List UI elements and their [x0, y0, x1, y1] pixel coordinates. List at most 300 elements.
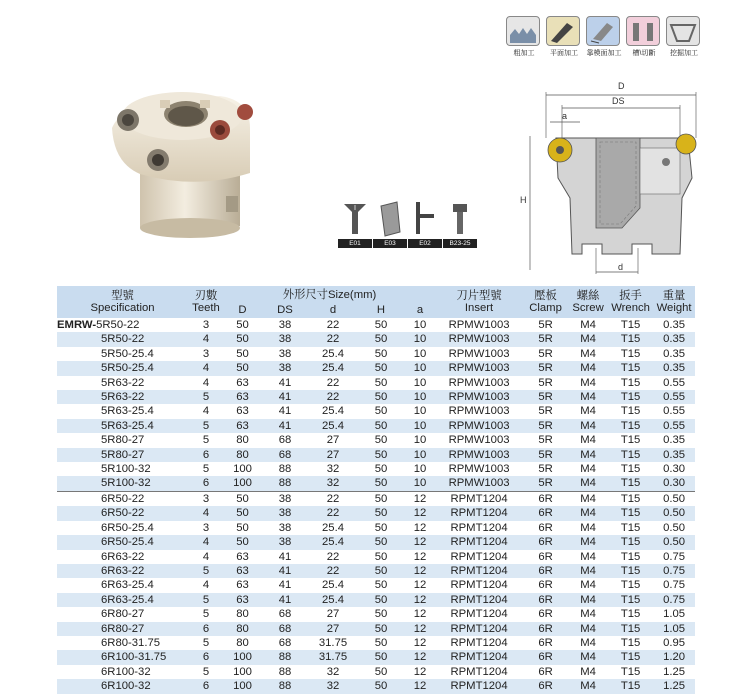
cell-weight: 0.75: [663, 579, 686, 592]
cell-teeth: 5: [202, 434, 210, 447]
cell-spec: [57, 476, 188, 491]
spec-code: 6R80-31.75: [101, 636, 161, 649]
cell-a: 10: [405, 419, 435, 433]
cell-teeth: 4: [202, 550, 210, 563]
cell-DS: 41: [261, 564, 309, 578]
cell-D: 63: [224, 390, 261, 404]
cell-clamp: 6R: [523, 593, 568, 607]
spec-code: 6R100-31.75: [101, 651, 167, 664]
cell-H: 50: [357, 650, 405, 664]
cell-spec: [57, 521, 188, 535]
cell-insert: RPMT1204: [450, 608, 508, 621]
cell-teeth: 3: [202, 319, 210, 331]
cell-H: 50: [374, 463, 388, 476]
cell-d: 22: [309, 564, 357, 578]
cell-d: 22: [309, 332, 357, 346]
cell-a: 12: [405, 491, 435, 506]
spec-prefix: EMRW-: [57, 319, 97, 331]
cell-spec: [57, 318, 188, 332]
cell-insert: RPMW1003: [448, 319, 510, 331]
cell-weight: 0.35: [653, 332, 695, 346]
cell-insert: RPMW1003: [448, 434, 510, 447]
cell-insert: RPMW1003: [448, 463, 510, 476]
cell-D: 80: [236, 608, 249, 621]
cell-screw: M4: [568, 476, 608, 491]
table-row: [57, 361, 695, 375]
cell-a: 12: [405, 679, 435, 693]
table-header-row: [57, 286, 695, 318]
cell-teeth: 5: [202, 463, 210, 476]
cell-wrench: T15: [608, 332, 653, 346]
cell-D: 63: [236, 405, 249, 418]
cell-clamp: 6R: [523, 650, 568, 664]
cell-spec: [57, 607, 188, 621]
spec-code: 6R80-27: [101, 608, 145, 621]
cell-D: 50: [224, 506, 261, 520]
cell-clamp: 5R: [523, 332, 568, 346]
cell-screw: M4: [568, 535, 608, 549]
technical-drawing: [512, 78, 712, 278]
cell-weight: 1.05: [653, 622, 695, 636]
cell-D: 63: [224, 419, 261, 433]
cell-screw: M4: [568, 448, 608, 462]
operation-face: 平面加工: [546, 16, 582, 58]
cell-clamp: 5R: [538, 376, 553, 389]
cell-d: 22: [326, 376, 340, 389]
spec-code: 6R63-25.4: [101, 579, 154, 592]
screw-e01: E01: [338, 198, 372, 248]
cell-D: 100: [233, 665, 252, 678]
cell-spec: [57, 448, 188, 462]
cell-D: 100: [224, 650, 261, 664]
cell-spec: [57, 622, 188, 636]
cell-weight: 0.55: [663, 376, 686, 389]
spec-code: 5R80-27: [101, 448, 145, 461]
cell-weight: 0.35: [653, 361, 695, 375]
cell-spec: [57, 332, 188, 346]
cell-clamp: 5R: [523, 448, 568, 462]
cell-D: 63: [224, 593, 261, 607]
dim-D-label: D: [618, 81, 625, 91]
cell-insert: RPMW1003: [448, 405, 510, 418]
cell-a: 12: [405, 506, 435, 520]
spec-code: 6R63-22: [101, 550, 145, 563]
cell-insert: RPMW1003: [448, 376, 510, 389]
cell-clamp: 5R: [538, 405, 553, 418]
cell-weight: 1.25: [663, 665, 686, 678]
cell-insert: RPMW1003: [435, 361, 523, 375]
table-row: [57, 433, 695, 447]
cell-D: 100: [224, 679, 261, 693]
spec-code: 5R50-22: [96, 319, 140, 331]
cell-H: 50: [374, 405, 388, 418]
cell-insert: RPMW1003: [435, 390, 523, 404]
cell-clamp: 5R: [523, 361, 568, 375]
cell-wrench: T15: [608, 390, 653, 404]
cell-screw: M4: [580, 608, 596, 621]
spec-code: 6R100-32: [101, 680, 151, 693]
cell-D: 100: [233, 463, 252, 476]
table-row: [57, 521, 695, 535]
spec-table-body: [57, 318, 695, 694]
table-row: [57, 535, 695, 549]
cell-H: 50: [357, 535, 405, 549]
cell-screw: M4: [580, 405, 596, 418]
cell-d: 27: [309, 622, 357, 636]
cell-clamp: 6R: [538, 550, 553, 563]
header-DS: DS: [277, 303, 293, 316]
cell-teeth: 5: [188, 419, 224, 433]
cell-weight: 1.25: [653, 679, 695, 693]
cell-clamp: 5R: [538, 463, 553, 476]
spec-code: 5R100-32: [101, 477, 151, 490]
cell-teeth: 4: [202, 376, 210, 389]
cell-wrench: T15: [620, 405, 641, 418]
cell-screw: M4: [580, 376, 596, 389]
face-machining-icon: [546, 16, 580, 46]
operation-profile: 靠模面加工: [586, 16, 622, 58]
cell-insert: RPMT1204: [435, 506, 523, 520]
cell-a: 10: [405, 448, 435, 462]
cell-D: 80: [224, 622, 261, 636]
header-insert: 刀片型號 Insert: [435, 286, 523, 318]
rough-machining-icon: [506, 16, 540, 46]
cell-DS: 88: [261, 476, 309, 491]
cell-d: 25.4: [322, 579, 344, 592]
cell-D: 63: [236, 376, 249, 389]
cell-insert: RPMW1003: [435, 476, 523, 491]
cell-teeth: 6: [188, 476, 224, 491]
cell-weight: 0.95: [663, 636, 686, 649]
cell-teeth: 6: [188, 679, 224, 693]
cell-weight: 1.20: [653, 650, 695, 664]
cell-insert: RPMT1204: [435, 679, 523, 693]
cell-clamp: 6R: [538, 636, 553, 649]
cell-wrench: T15: [608, 622, 653, 636]
table-row: [57, 636, 695, 650]
cell-spec: [57, 347, 188, 361]
cell-DS: 38: [261, 491, 309, 506]
cell-clamp: 6R: [523, 622, 568, 636]
cell-D: 50: [236, 319, 249, 331]
cell-clamp: 6R: [538, 608, 553, 621]
spec-code: 5R100-32: [101, 463, 151, 476]
cell-insert: RPMT1204: [435, 650, 523, 664]
spec-code: 6R63-22: [101, 564, 145, 577]
cell-clamp: 5R: [523, 476, 568, 491]
cell-DS: 41: [261, 390, 309, 404]
cell-wrench: T15: [620, 636, 641, 649]
cell-screw: M4: [568, 564, 608, 578]
cell-teeth: 5: [188, 564, 224, 578]
cell-wrench: T15: [608, 448, 653, 462]
spec-code: 6R50-22: [101, 492, 145, 505]
cell-teeth: 6: [188, 622, 224, 636]
cell-d: 25.4: [309, 361, 357, 375]
cell-clamp: 6R: [523, 679, 568, 693]
cell-wrench: T15: [620, 665, 641, 678]
cell-a: 10: [413, 463, 427, 476]
cell-a: 12: [413, 636, 427, 649]
cell-d: 25.4: [309, 535, 357, 549]
cell-a: 12: [413, 579, 427, 592]
cell-spec: [57, 462, 188, 476]
cell-H: 50: [357, 332, 405, 346]
cell-weight: 0.30: [653, 476, 695, 491]
cell-insert: RPMT1204: [450, 521, 508, 534]
cell-teeth: 6: [188, 448, 224, 462]
cell-H: 50: [374, 579, 388, 592]
cell-insert: RPMW1003: [448, 347, 510, 360]
cell-wrench: T15: [608, 593, 653, 607]
cell-d: 27: [326, 434, 340, 447]
cell-screw: M4: [568, 650, 608, 664]
cell-DS: 68: [261, 448, 309, 462]
spec-code: 5R63-22: [101, 391, 145, 404]
cell-wrench: T15: [620, 579, 641, 592]
cell-insert: RPMT1204: [435, 491, 523, 506]
cell-a: 12: [405, 535, 435, 549]
dim-DS-label: DS: [612, 96, 625, 106]
table-row: [57, 593, 695, 607]
cell-d: 27: [326, 608, 340, 621]
cell-insert: RPMT1204: [450, 665, 508, 678]
header-spec: 型號 Specification: [57, 286, 188, 318]
cell-DS: 88: [278, 463, 292, 476]
cell-wrench: T15: [608, 491, 653, 506]
cell-a: 12: [405, 564, 435, 578]
cell-clamp: 5R: [538, 434, 553, 447]
cell-wrench: T15: [620, 521, 641, 534]
cell-screw: M4: [580, 434, 596, 447]
spec-code: 6R50-25.4: [101, 536, 154, 549]
header-d: d: [329, 303, 337, 316]
cell-DS: 41: [261, 419, 309, 433]
cell-H: 50: [374, 550, 388, 563]
cell-wrench: T15: [608, 476, 653, 491]
cell-clamp: 6R: [538, 579, 553, 592]
bolt-b23-25: B23-25: [443, 198, 477, 248]
header-size-group: 外形尺寸Size(mm) D DS d H a: [224, 286, 435, 318]
cell-D: 50: [224, 535, 261, 549]
cell-screw: M4: [568, 332, 608, 346]
cell-H: 50: [374, 376, 388, 389]
cell-weight: 0.75: [653, 564, 695, 578]
cell-d: 31.75: [309, 650, 357, 664]
cell-insert: RPMT1204: [435, 622, 523, 636]
cell-d: 22: [309, 390, 357, 404]
table-row: [57, 476, 695, 491]
cell-clamp: 5R: [523, 419, 568, 433]
cell-wrench: T15: [620, 550, 641, 563]
cell-spec: [57, 578, 188, 592]
cell-D: 80: [224, 448, 261, 462]
cell-screw: M4: [580, 347, 596, 360]
cell-a: 12: [405, 622, 435, 636]
cell-D: 63: [236, 579, 249, 592]
cell-wrench: T15: [608, 506, 653, 520]
cell-D: 80: [236, 434, 249, 447]
cell-wrench: T15: [608, 679, 653, 693]
cell-wrench: T15: [608, 419, 653, 433]
cell-DS: 68: [278, 434, 292, 447]
spec-code: 6R50-25.4: [101, 521, 154, 534]
table-row: [57, 506, 695, 520]
slot-cutting-icon: [626, 16, 660, 46]
product-photo: [100, 78, 260, 248]
cell-DS: 68: [261, 622, 309, 636]
cell-DS: 38: [278, 521, 292, 534]
cell-clamp: 6R: [523, 564, 568, 578]
cell-teeth: 4: [188, 332, 224, 346]
operation-rough: 粗加工: [506, 16, 542, 58]
spec-code: 5R50-25.4: [101, 362, 154, 375]
cell-teeth: 5: [202, 608, 210, 621]
cell-d: 25.4: [322, 347, 344, 360]
cell-weight: 0.50: [653, 491, 695, 506]
cell-weight: 0.75: [663, 550, 686, 563]
cell-screw: M4: [580, 579, 596, 592]
table-row: [57, 404, 695, 418]
cell-a: 10: [413, 376, 427, 389]
table-row: [57, 578, 695, 592]
cell-wrench: T15: [620, 608, 641, 621]
cell-d: 31.75: [318, 636, 348, 649]
cell-a: 12: [413, 550, 427, 563]
cell-insert: RPMT1204: [435, 593, 523, 607]
cell-screw: M4: [568, 593, 608, 607]
cell-spec: [57, 665, 188, 679]
cell-screw: M4: [580, 319, 596, 331]
cell-weight: 0.55: [663, 405, 686, 418]
cell-screw: M4: [580, 521, 596, 534]
cell-clamp: 5R: [538, 319, 553, 331]
header-wrench: 扳手 Wrench: [608, 286, 653, 318]
cell-weight: 0.50: [653, 506, 695, 520]
cell-H: 50: [374, 665, 388, 678]
cell-a: 12: [413, 665, 427, 678]
cell-teeth: 3: [202, 521, 210, 534]
cell-H: 50: [357, 390, 405, 404]
header-D: D: [238, 303, 247, 316]
dim-H-label: H: [520, 195, 527, 205]
cell-weight: 0.35: [663, 434, 686, 447]
cell-wrench: T15: [608, 535, 653, 549]
table-row: [57, 622, 695, 636]
cell-clamp: 6R: [523, 506, 568, 520]
cell-DS: 68: [278, 636, 292, 649]
cell-H: 50: [357, 679, 405, 693]
cell-teeth: 5: [202, 636, 210, 649]
spec-code: 6R50-22: [101, 507, 145, 520]
cell-d: 27: [309, 448, 357, 462]
cell-weight: 0.50: [663, 521, 686, 534]
cell-d: 32: [326, 463, 340, 476]
cell-wrench: T15: [608, 361, 653, 375]
cell-spec: [57, 650, 188, 664]
cell-D: 50: [236, 521, 249, 534]
cell-wrench: T15: [620, 434, 641, 447]
cell-d: 25.4: [322, 521, 344, 534]
cell-spec: [57, 679, 188, 693]
cell-clamp: 6R: [538, 665, 553, 678]
table-row: [57, 462, 695, 476]
table-row: [57, 448, 695, 462]
cell-a: 10: [405, 476, 435, 491]
cell-insert: RPMW1003: [435, 448, 523, 462]
cell-weight: 0.50: [653, 535, 695, 549]
cell-clamp: 6R: [523, 535, 568, 549]
cell-a: 10: [405, 332, 435, 346]
spec-code: 5R80-27: [101, 434, 145, 447]
table-row: [57, 390, 695, 404]
cell-DS: 38: [261, 332, 309, 346]
cell-DS: 38: [261, 361, 309, 375]
cell-screw: M4: [568, 361, 608, 375]
cell-teeth: 5: [188, 593, 224, 607]
cell-screw: M4: [568, 491, 608, 506]
cell-teeth: 4: [188, 535, 224, 549]
cell-d: 22: [309, 491, 357, 506]
spec-code: 5R50-22: [101, 333, 145, 346]
cell-d: 32: [326, 665, 340, 678]
operation-slot: 槽\切斷: [626, 16, 662, 58]
cell-H: 50: [374, 347, 388, 360]
cell-weight: 0.55: [653, 419, 695, 433]
cell-spec: [57, 593, 188, 607]
cell-DS: 88: [278, 665, 292, 678]
cell-wrench: T15: [620, 376, 641, 389]
table-row: [57, 491, 695, 506]
operation-pocket: 挖掘加工: [666, 16, 702, 58]
cell-d: 25.4: [309, 419, 357, 433]
cell-DS: 41: [278, 376, 292, 389]
cell-DS: 41: [278, 405, 292, 418]
cell-insert: RPMT1204: [435, 535, 523, 549]
dim-a-label: a: [562, 111, 568, 121]
cell-spec: [57, 390, 188, 404]
table-row: [57, 607, 695, 621]
cell-clamp: 5R: [523, 390, 568, 404]
cell-teeth: 5: [202, 665, 210, 678]
cell-a: 10: [413, 319, 427, 331]
cell-DS: 41: [261, 593, 309, 607]
cell-a: 12: [405, 650, 435, 664]
cell-teeth: 5: [188, 390, 224, 404]
cell-a: 10: [405, 361, 435, 375]
cell-a: 12: [413, 608, 427, 621]
cell-d: 32: [309, 476, 357, 491]
cell-DS: 38: [278, 347, 292, 360]
cell-d: 32: [309, 679, 357, 693]
cell-insert: RPMT1204: [450, 636, 508, 649]
cell-H: 50: [374, 521, 388, 534]
table-row: [57, 650, 695, 664]
cell-a: 10: [413, 347, 427, 360]
cell-DS: 88: [261, 650, 309, 664]
cell-wrench: T15: [608, 564, 653, 578]
cell-wrench: T15: [620, 463, 641, 476]
cell-d: 25.4: [309, 593, 357, 607]
cell-clamp: 5R: [538, 347, 553, 360]
cell-screw: M4: [568, 419, 608, 433]
cell-insert: RPMT1204: [435, 564, 523, 578]
cell-d: 22: [326, 550, 340, 563]
cell-DS: 41: [278, 550, 292, 563]
table-row: [57, 665, 695, 679]
cell-weight: 0.55: [653, 390, 695, 404]
cell-a: 12: [413, 521, 427, 534]
